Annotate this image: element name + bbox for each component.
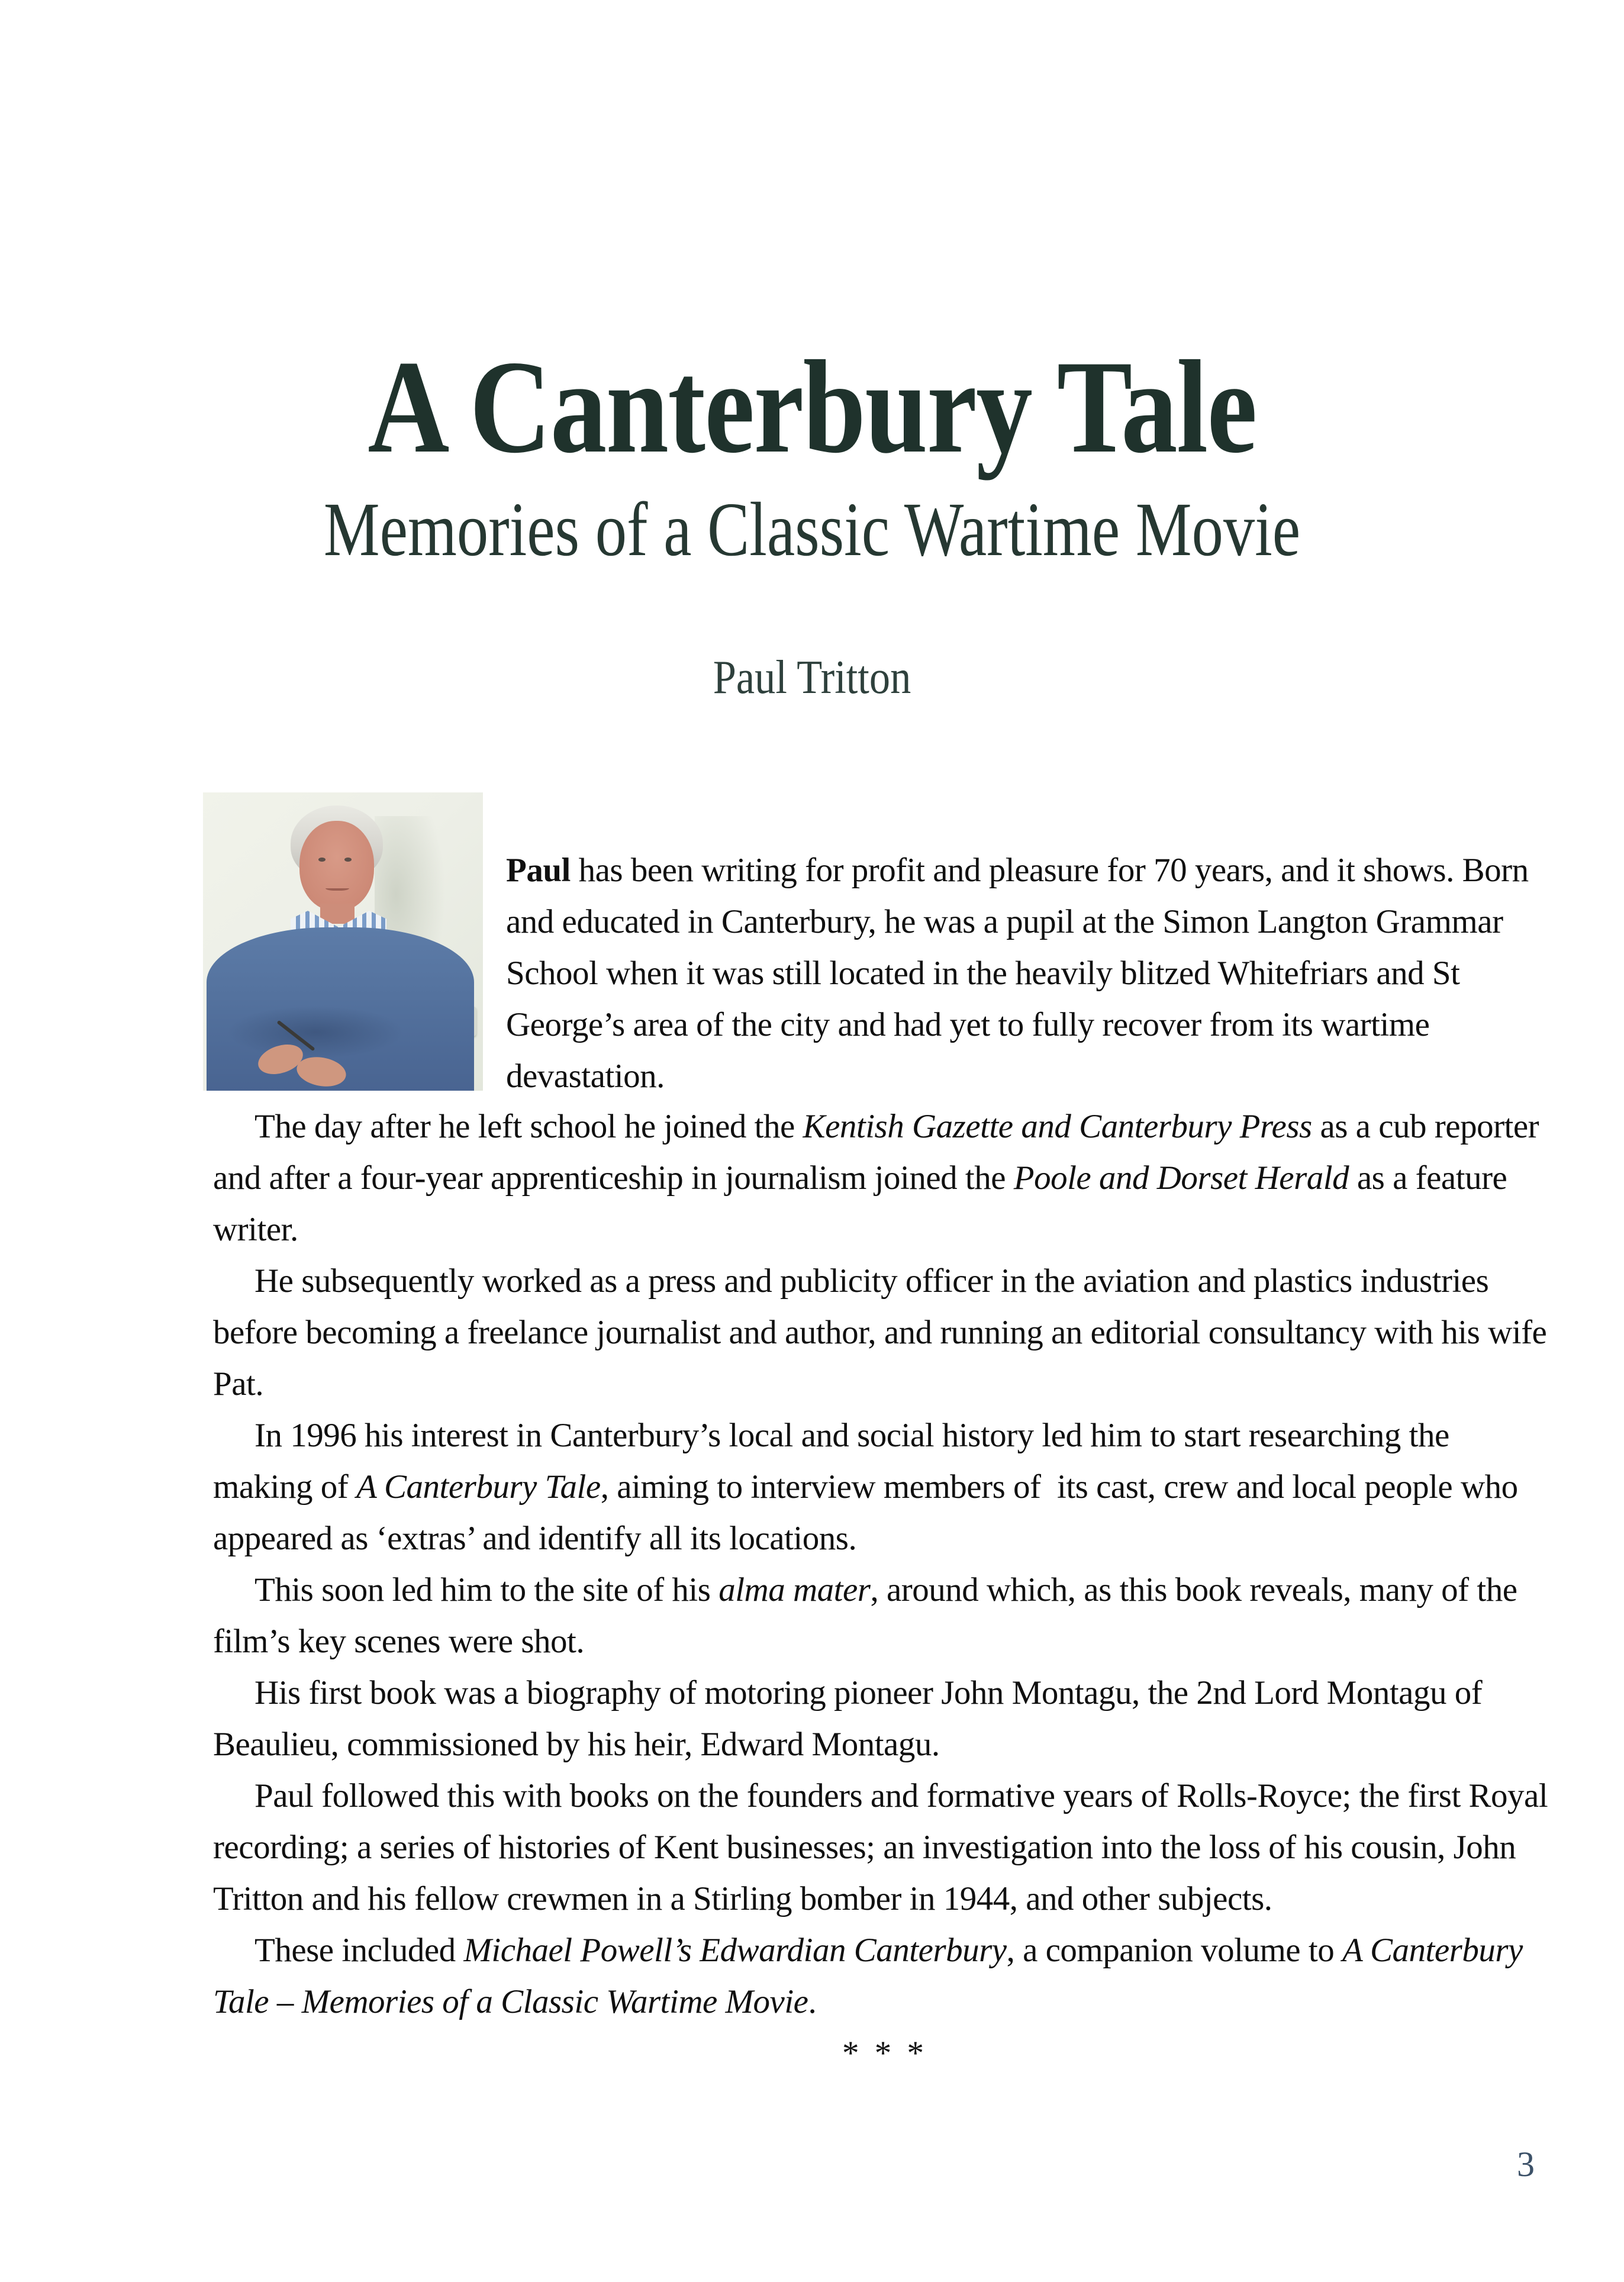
section-separator: * * * — [842, 2035, 927, 2072]
body-paragraph: His first book was a biography of motoring pioneer John Montagu, the 2nd Lord Montagu of Beaulieu, commissioned by his heir, Edward Montagu. — [213, 1674, 1483, 1763]
author-photo — [203, 792, 483, 1091]
body-text — [213, 1101, 1557, 2079]
book-title: A Canterbury Tale — [368, 333, 1256, 481]
body-paragraph: These included Michael Powell’s Edwardian Canterbury, a companion volume to A Canterbury Tale – Memories of a Classic Wartime Movie. — [213, 1932, 1523, 2020]
body-paragraph: The day after he left school he joined the Kentish Gazette and Canterbury Press as a cub reporter and after a four-year apprenticeship in journalism joined the Poole and Dorset Herald as a feature writer. — [213, 1108, 1539, 1248]
body-paragraph: Paul followed this with books on the founders and formative years of Rolls-Royce; the first Royal recording; a series of histories of Kent businesses; an investigation into the loss of his cousin, John Tritton and his fellow crewmen in a Stirling bomber in 1944, and other subjects. — [213, 1777, 1548, 1917]
author-byline: Paul Tritton — [713, 652, 911, 704]
photo-mouth — [326, 885, 349, 891]
photo-face — [299, 821, 374, 911]
body-paragraph: This soon led him to the site of his alma mater, around which, as this book reveals, many of the film’s key scenes were shot. — [213, 1571, 1517, 1660]
photo-eye-right — [344, 858, 352, 862]
book-subtitle: Memories of a Classic Wartime Movie — [323, 487, 1301, 572]
photo-eye-left — [318, 858, 326, 862]
body-paragraph: In 1996 his interest in Canterbury’s local and social history led him to start researching the making of A Canterbury Tale, aiming to interview members of its cast, crew and local people who appeared as ‘extras’ and identify all its locations. — [213, 1417, 1518, 1557]
page-number: 3 — [1517, 2145, 1535, 2184]
photo-sweater-fold — [227, 1005, 404, 1059]
body-paragraph: He subsequently worked as a press and publicity officer in the aviation and plastics industries before becoming a freelance journalist and author, and running an editorial consultancy with his wife Pat. — [213, 1262, 1547, 1403]
author-bio-paragraph: Paul has been writing for profit and pleasure for 70 years, and it shows. Born and educated in Canterbury, he was a pupil at the Simon Langton Grammar School when it was still located in the heavily blitzed Whitefriars and St George’s area of the city and had yet to fully recover from its wartime devastation. — [506, 852, 1529, 1095]
